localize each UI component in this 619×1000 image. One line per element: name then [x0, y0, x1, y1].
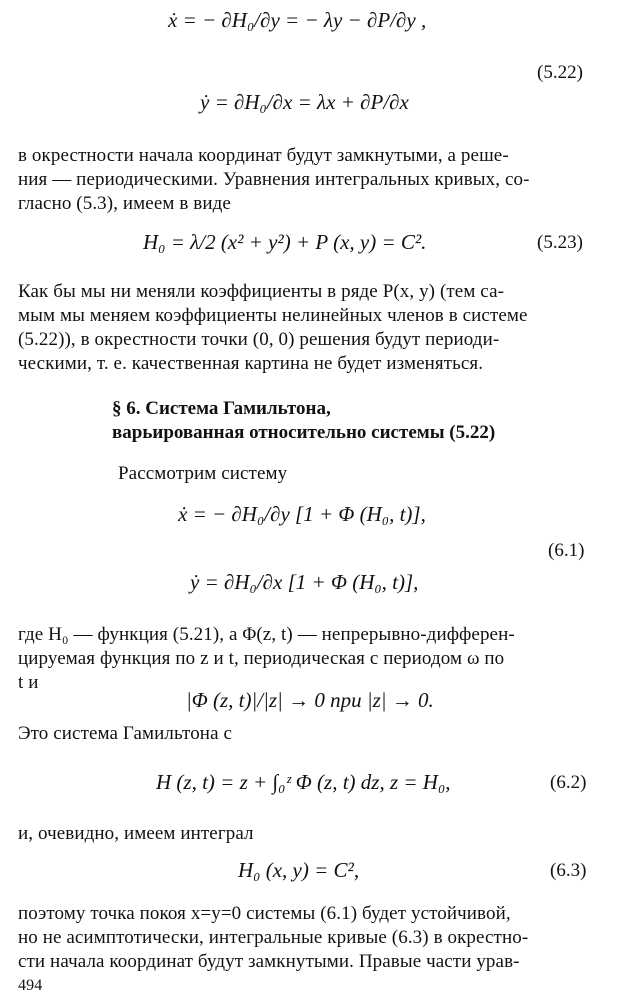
- paragraph-5: Это система Гамильтона с: [18, 723, 232, 744]
- paragraph-2-line-2: мым мы меняем коэффициенты нелинейных членов в системе: [18, 305, 528, 326]
- paragraph-7-line-1: поэтому точка покоя x=y=0 системы (6.1) будет устойчивой,: [18, 903, 511, 924]
- paragraph-1-line-3: гласно (5.3), имеем в виде: [18, 193, 231, 214]
- paragraph-7-line-3: сти начала координат будут замкнутыми. Правые части урав-: [18, 951, 520, 972]
- equation-6-1-line-2: ẏ = ∂H₀/∂x [1 + Φ (H₀, t)],: [190, 570, 419, 594]
- paragraph-2-line-4: ческими, т. е. качественная картина не будет изменяться.: [18, 353, 484, 374]
- equation-6-1-line-1: ẋ = − ∂H₀/∂y [1 + Φ (H₀, t)],: [178, 502, 426, 526]
- limit-condition: |Φ (z, t)|/|z| → 0 при |z| → 0.: [186, 688, 434, 712]
- equation-number-6-1: (6.1): [548, 540, 585, 561]
- equation-6-3: H₀ (x, y) = C²,: [238, 858, 360, 882]
- paragraph-4-line-1: где H₀ — функция (5.21), а Φ(z, t) — непрерывно-дифферен-: [18, 624, 515, 645]
- paragraph-4-line-2: цируемая функция по z и t, периодическая с периодом ω по: [18, 648, 505, 669]
- paragraph-1-line-1: в окрестности начала координат будут замкнутыми, а реше-: [18, 145, 509, 166]
- equation-5-22-line-2: ẏ = ∂H₀/∂x = λx + ∂P/∂x: [200, 90, 409, 114]
- equation-number-6-2: (6.2): [550, 772, 587, 793]
- equation-5-23: H₀ = λ/2 (x² + y²) + P (x, y) = C².: [143, 230, 427, 254]
- paragraph-2-line-1: Как бы мы ни меняли коэффициенты в ряде P(x, y) (тем са-: [18, 281, 505, 302]
- section-heading-line-2: варьированная относительно системы (5.22): [112, 422, 496, 443]
- paragraph-1-line-2: ния — периодическими. Уравнения интегральных кривых, со-: [18, 169, 530, 190]
- page-number: 494: [18, 977, 43, 994]
- paragraph-4-line-3: t и: [18, 672, 39, 693]
- paragraph-3: Рассмотрим систему: [118, 463, 288, 484]
- equation-number-5-22: (5.22): [537, 62, 583, 83]
- equation-5-22-line-1: ẋ = − ∂H₀/∂y = − λy − ∂P/∂y ,: [168, 8, 427, 32]
- equation-6-2: H (z, t) = z + ∫₀ᶻ Φ (z, t) dz, z = H₀,: [156, 770, 451, 794]
- equation-number-6-3: (6.3): [550, 860, 587, 881]
- equation-number-5-23: (5.23): [537, 232, 583, 253]
- paragraph-2-line-3: (5.22)), в окрестности точки (0, 0) решения будут периоди-: [18, 329, 500, 350]
- paragraph-7-line-2: но не асимптотически, интегральные кривые (6.3) в окрестно-: [18, 927, 529, 948]
- section-heading-line-1: § 6. Система Гамильтона,: [112, 398, 331, 419]
- paragraph-6: и, очевидно, имеем интеграл: [18, 823, 254, 844]
